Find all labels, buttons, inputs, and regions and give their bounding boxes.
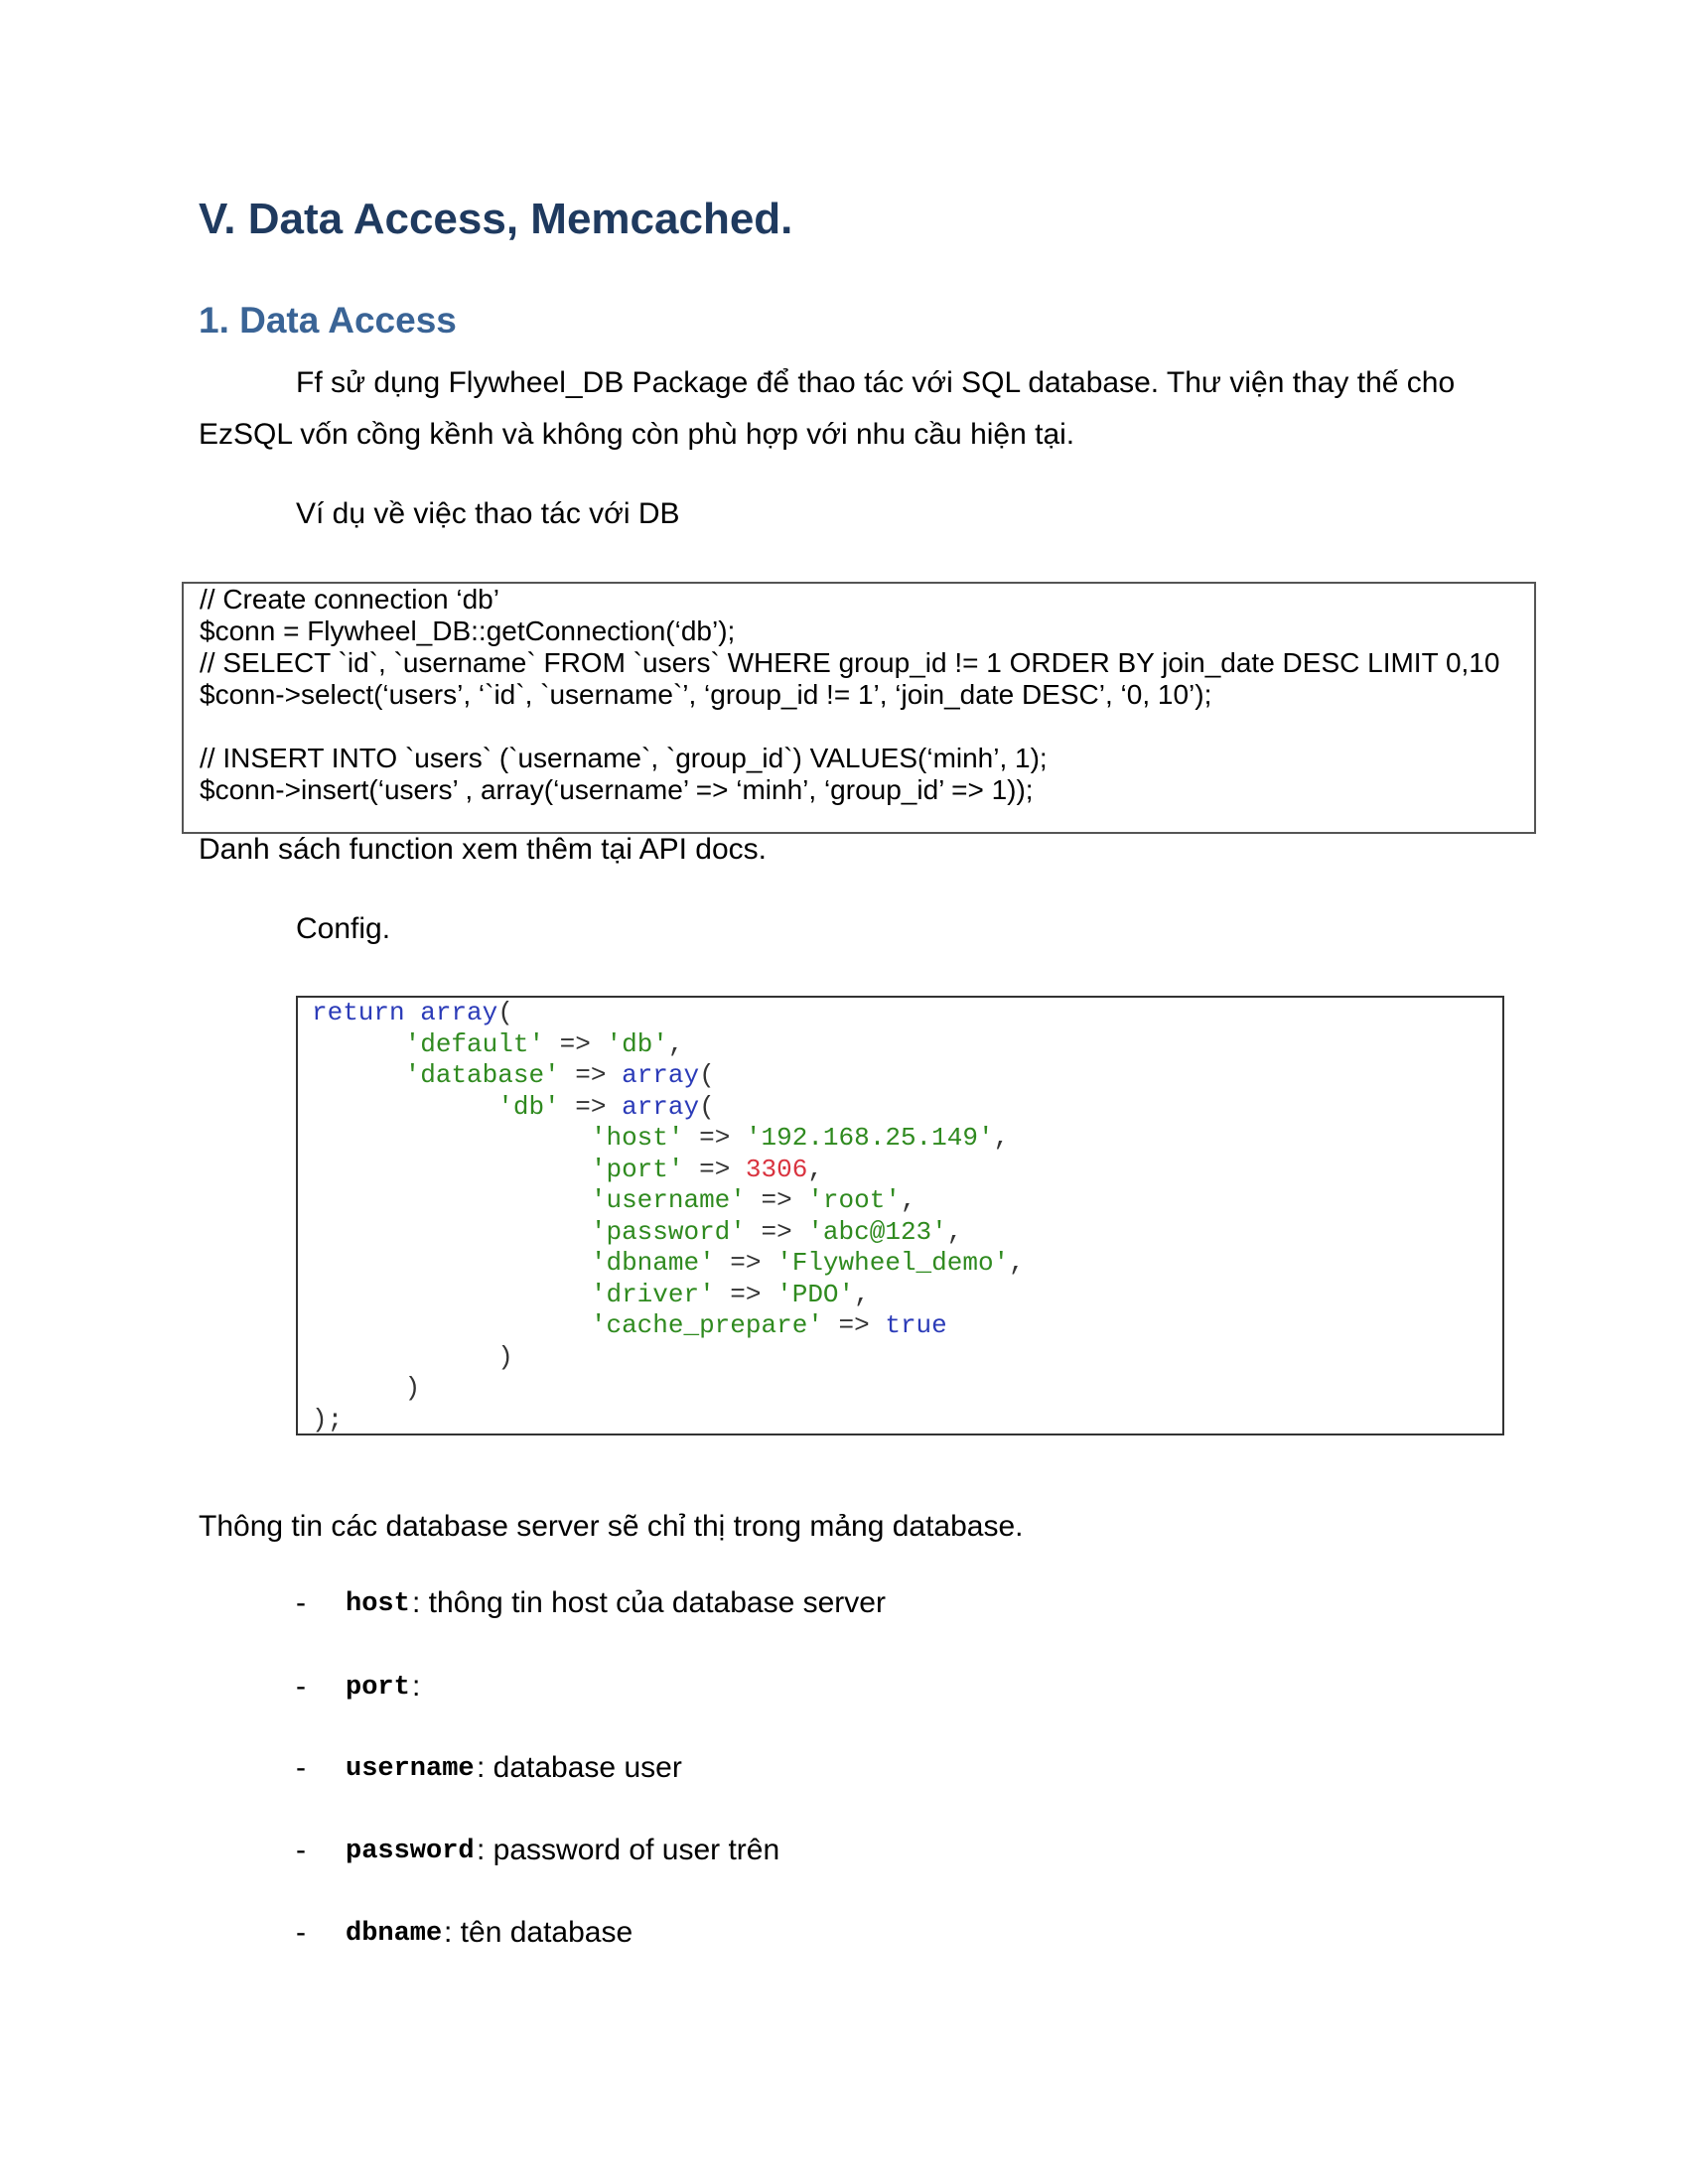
code-line: 'port' => 3306, — [590, 1154, 823, 1184]
list-description: : — [412, 1670, 421, 1703]
code-line: ); — [312, 1404, 344, 1434]
api-docs-note: Danh sách function xem thêm tại API docs. — [199, 833, 767, 866]
server-info-text: Thông tin các database server sẽ chỉ thị trong mảng database. — [199, 1510, 1024, 1543]
example-label: Ví dụ về việc thao tác với DB — [296, 497, 680, 530]
bullet-dash: - — [296, 1834, 306, 1866]
code-line: 'default' => 'db', — [404, 1028, 684, 1059]
code-line: 'username' => 'root', — [590, 1185, 916, 1215]
list-term: dbname — [346, 1919, 443, 1949]
code-line: return array( — [312, 998, 513, 1027]
db-code-example-box — [182, 582, 1536, 834]
code-line: // Create connection ‘db’ — [200, 584, 499, 614]
code-line — [200, 711, 1534, 743]
bullet-dash: - — [296, 1586, 306, 1619]
code-line: 'dbname' => 'Flywheel_demo', — [590, 1248, 1025, 1278]
section-heading: V. Data Access, Memcached. — [199, 195, 793, 243]
config-code — [312, 998, 1025, 1435]
code-line: // INSERT INTO `users` (`username`, `group_id`) VALUES(‘minh’, 1); — [200, 743, 1048, 773]
code-line: 'cache_prepare' => true — [590, 1310, 947, 1340]
list-term: username — [346, 1754, 475, 1784]
list-term: port — [346, 1673, 410, 1703]
config-label: Config. — [296, 912, 391, 945]
code-line: $conn = Flywheel_DB::getConnection(‘db’); — [200, 615, 736, 646]
bullet-dash: - — [296, 1916, 306, 1949]
code-line: 'host' => '192.168.25.149', — [590, 1123, 1010, 1153]
code-line: $conn->select(‘users’, ‘`id`, `username`’, ‘group_id != 1’, ‘join_date DESC’, ‘0, 10’); — [200, 679, 1212, 710]
list-term: password — [346, 1837, 475, 1866]
config-code-box — [296, 996, 1504, 1435]
code-line: ) — [404, 1373, 421, 1403]
code-line: 'db' => array( — [497, 1091, 715, 1122]
list-description: : thông tin host của database server — [412, 1586, 886, 1619]
code-line: 'database' => array( — [404, 1060, 715, 1090]
code-line: ) — [497, 1341, 513, 1372]
list-term: host — [346, 1589, 410, 1619]
code-line: $conn->insert(‘users’ , array(‘username’ => ‘minh’, ‘group_id’ => 1)); — [200, 774, 1034, 805]
list-description: : tên database — [444, 1916, 633, 1949]
list-description: : password of user trên — [477, 1834, 780, 1866]
intro-paragraph-line-1: Ff sử dụng Flywheel_DB Package để thao tác với SQL database. Thư viện thay thế cho — [296, 366, 1456, 399]
list-description: : database user — [477, 1751, 682, 1784]
code-line: 'password' => 'abc@123', — [590, 1216, 963, 1247]
code-line: 'driver' => 'PDO', — [590, 1279, 870, 1309]
bullet-dash: - — [296, 1751, 306, 1784]
code-line: // SELECT `id`, `username` FROM `users` WHERE group_id != 1 ORDER BY join_date DESC LIMIT 0,10 — [200, 647, 1500, 678]
bullet-dash: - — [296, 1670, 306, 1703]
intro-paragraph-line-2: EzSQL vốn cồng kềnh và không còn phù hợp với nhu cầu hiện tại. — [199, 418, 1075, 451]
subsection-heading: 1. Data Access — [199, 300, 457, 341]
